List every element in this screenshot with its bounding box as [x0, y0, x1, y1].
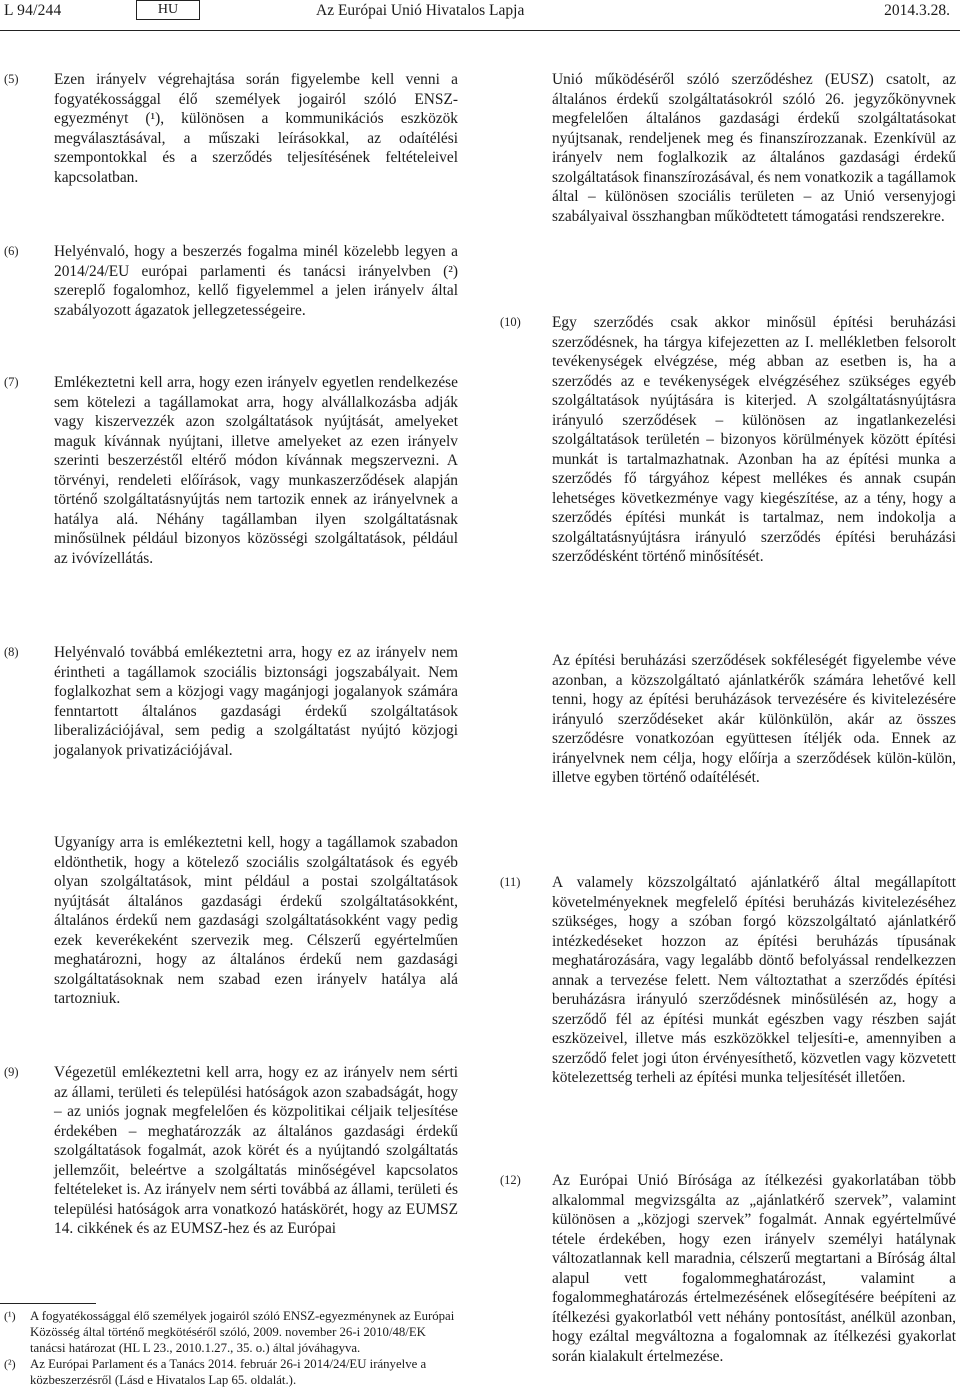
footnote-number-1: (¹) [4, 1309, 16, 1323]
recital-number-12: (12) [500, 1173, 521, 1187]
recital-number-9: (9) [4, 1065, 19, 1079]
recital-12-text: Az Európai Unió Bírósága az ítélkezési gyakorlatában több alkalommal megvizsgálta az „ajánlatkérő szervek”, valamint különösen a „közjogi szervek” fogalmát. Annak egyértelművé tétele érdekében, hogy ezen irányelv személyi hatálynak változatlannak kell maradnia, célszerű megtartani a Bíróság által alapul vett fogalommeghatározást, valamint a fogalommeghatározás értelmezésének elősegítésére beépíteni az ítélkezési gyakorlatból vett néhány pontosítást, anélkül azonban, hogy ezáltal megváltozna a fogalomnak az ítélkezési gyakorlat során kialakult értelmezése. [552, 1172, 956, 1365]
recital-5-text: Ezen irányelv végrehajtása során figyelembe kell venni a fogyatékossággal élő személyek jogairól szóló ENSZ-egyezményt (¹), különösen a kommunikációs eszközök megválasztásával, a műszaki leírásokkal, az odaítélési szempontokkal és a szerződés teljesítésének feltételeivel kapcsolatban. [54, 71, 458, 186]
recital-number-6: (6) [4, 244, 19, 258]
header-divider [0, 30, 960, 31]
footnote-1-text: A fogyatékossággal élő személyek jogairól szóló ENSZ-egyezménynek az Európai Közösség által történő megkötéséről szóló, 2009. november 26-i 2010/48/EK tanácsi határozat (HL L 23., 2010.1.27., 35. o.) által jóváhagyva. [30, 1309, 455, 1355]
recital-number-7: (7) [4, 375, 19, 389]
recital-10-continuation: Az építési beruházási szerződések sokféleségét figyelembe véve azonban, a közszolgáltató ajánlatkérők számára lehetővé kell tenni, hogy az építési beruházások tervezésére és kivitelezésére irányuló szerződéseket akár különkülön, akár az összes szerződésre vonatkozóan együttesen ítéljék oda. Ennek az irányelvnek nem célja, hogy előírja a szerződések külön-külön, illetve egyben történő odaítélését. [552, 652, 956, 786]
footnote-number-2: (²) [4, 1357, 16, 1371]
footnote-2-text: Az Európai Parlament és a Tanács 2014. február 26-i 2014/24/EU irányelve a közbeszerzésről (Lásd e Hivatalos Lap 65. oldalát.). [30, 1357, 427, 1387]
page-reference: L 94/244 [4, 2, 62, 19]
recital-6-text: Helyénvaló, hogy a beszerzés fogalma minél közelebb legyen a 2014/24/EU európai parlamenti és tanácsi irányelvben (²) szereplő fogalomhoz, kellő figyelemmel a jelen irányelv által szabályozott ágazatok jellegzetességeire. [54, 243, 458, 319]
language-badge: HU [136, 0, 200, 20]
recital-9-continuation: Unió működéséről szóló szerződéshez (EUSZ) csatolt, az általános érdekű szolgáltatásokról szóló 26. jegyzőkönyvnek megfelelően általános gazdasági érdekű szolgáltatásokat nyújtsanak, rendeljenek meg és finanszírozzanak. Ezenkívül az irányelv nem foglalkozik az általános gazdasági érdekű szolgáltatások finanszírozásával, és nem vonatkozik a tagállamok által – különösen szociális területen – az Unió versenyjogi szabályaival összhangban működtetett támogatási rendszerekre. [552, 71, 956, 225]
recital-9-text: Végezetül emlékeztetni kell arra, hogy ez az irányelv nem sérti az állami, területi és települési hatóságok azon szabadságát, hogy – az uniós jognak megfelelően és közpolitikai céljaik teljesítése érdekében – meghatározzák az általános gazdasági érdekű szolgáltatások fogalmát, azok körét és a nyújtandó szolgáltatás jellemzőit, beleértve a szolgáltatás minőségével kapcsolatos feltételeket is. Az irányelv nem sérti továbbá az állami, területi és települési hatóságok arra vonatkozó hatáskörét, hogy az EUMSZ 14. cikkének és az EUMSZ-hez és az Európai [54, 1064, 458, 1237]
recital-number-5: (5) [4, 72, 19, 86]
footnote-divider [0, 1303, 96, 1304]
recital-number-11: (11) [500, 875, 521, 889]
recital-11-text: A valamely közszolgáltató ajánlatkérő által megállapított követelményeknek megfelelő építési beruházás kivitelezéséhez szükséges, hogy a szóban forgó közszolgáltató ajánlatkérő intézkedéseket hozzon az építési beruházás típusának meghatározására, vagy legalább döntő befolyással rendelkezzen annak a tervezése felett. Nem változtathat a szerződés építési beruházásra irányuló szerződésnek minősülésén az, hogy a szerződő fél az építési munkát egészben vagy részben saját eszközeivel, illetve más eszközökkel teljesíti-e, amennyiben a szerződő felet jogi úton érvényesíthető, közvetlen vagy közvetett kötelezettség terheli az építési munka teljesítését illetően. [552, 874, 956, 1086]
recital-8-continuation: Ugyanígy arra is emlékeztetni kell, hogy a tagállamok szabadon eldönthetik, hogy a kötelező szociális szolgáltatások és egyéb olyan szolgáltatások, mint például a postai szolgáltatások nyújtását általános gazdasági érdekű szolgáltatásokként, általános érdekű nem gazdasági szolgáltatásokként vagy pedig ezek keverékeként szervezik meg. Célszerű egyértelműen meghatározni, hogy az általános érdekű nem gazdasági szolgáltatásoknak nem szabad ezen irányelv hatálya alá tartozniuk. [54, 834, 458, 1007]
recital-10-text: Egy szerződés csak akkor minősül építési beruházási szerződésnek, ha tárgya kifejezetten az I. mellékletben felsorolt tevékenységek elvégzése, még abban az esetben is, ha a szerződés az e tevékenységek elvégzéséhez szükséges egyéb szolgáltatások nyújtására is kiterjed. A szolgáltatásnyújtásra irányuló szerződések – különösen az ingatlankezelési szolgáltatások területén – bizonyos körülmények között építési munkát is tartalmazhatnak. Azonban ha az építési munka a szerződés fő tárgyához képest mellékes és annak csupán lehetséges következménye vagy kiegészítése, az a tény, hogy a szerződés építési munkát is tartalmaz, nem indokolja a szolgáltatásnyújtásra irányuló szerződés építési beruházási szerződésként történő minősítését. [552, 314, 956, 565]
recital-number-8: (8) [4, 645, 19, 659]
recital-7-text: Emlékeztetni kell arra, hogy ezen irányelv egyetlen rendelkezése sem kötelezi a tagállamokat arra, hogy alvállalkozásba adják vagy kiszervezzék azon szolgáltatások nyújtását, amelyeket maguk kívánnak nyújtani, illetve amelyeket az ezen irányelv szerinti beszerzéstől eltérő módon kívánnak megszervezni. A törvényi, rendeleti előírások, vagy munkaszerződések alapján történő szolgáltatásnyújtás nem tartozik ennek az irányelvnek a hatálya alá. Néhány tagállamban ilyen szolgáltatásnak minősülnek például bizonyos közösségi szolgáltatások, például az ivóvízellátás. [54, 374, 458, 567]
recital-number-10: (10) [500, 315, 521, 329]
recital-8-text: Helyénvaló továbbá emlékeztetni arra, hogy ez az irányelv nem érintheti a tagállamok szociális biztonsági jogszabályait. Nem foglalkozhat sem a közjogi vagy magánjogi jogalanyok számára fenntartott általános gazdasági érdekű szolgáltatások liberalizációjával, sem pedig a szolgáltatást nyújtó közjogi jogalanyok privatizációjával. [54, 644, 458, 759]
journal-title: Az Európai Unió Hivatalos Lapja [316, 2, 525, 19]
publication-date: 2014.3.28. [884, 2, 950, 19]
page-header [0, 0, 960, 30]
